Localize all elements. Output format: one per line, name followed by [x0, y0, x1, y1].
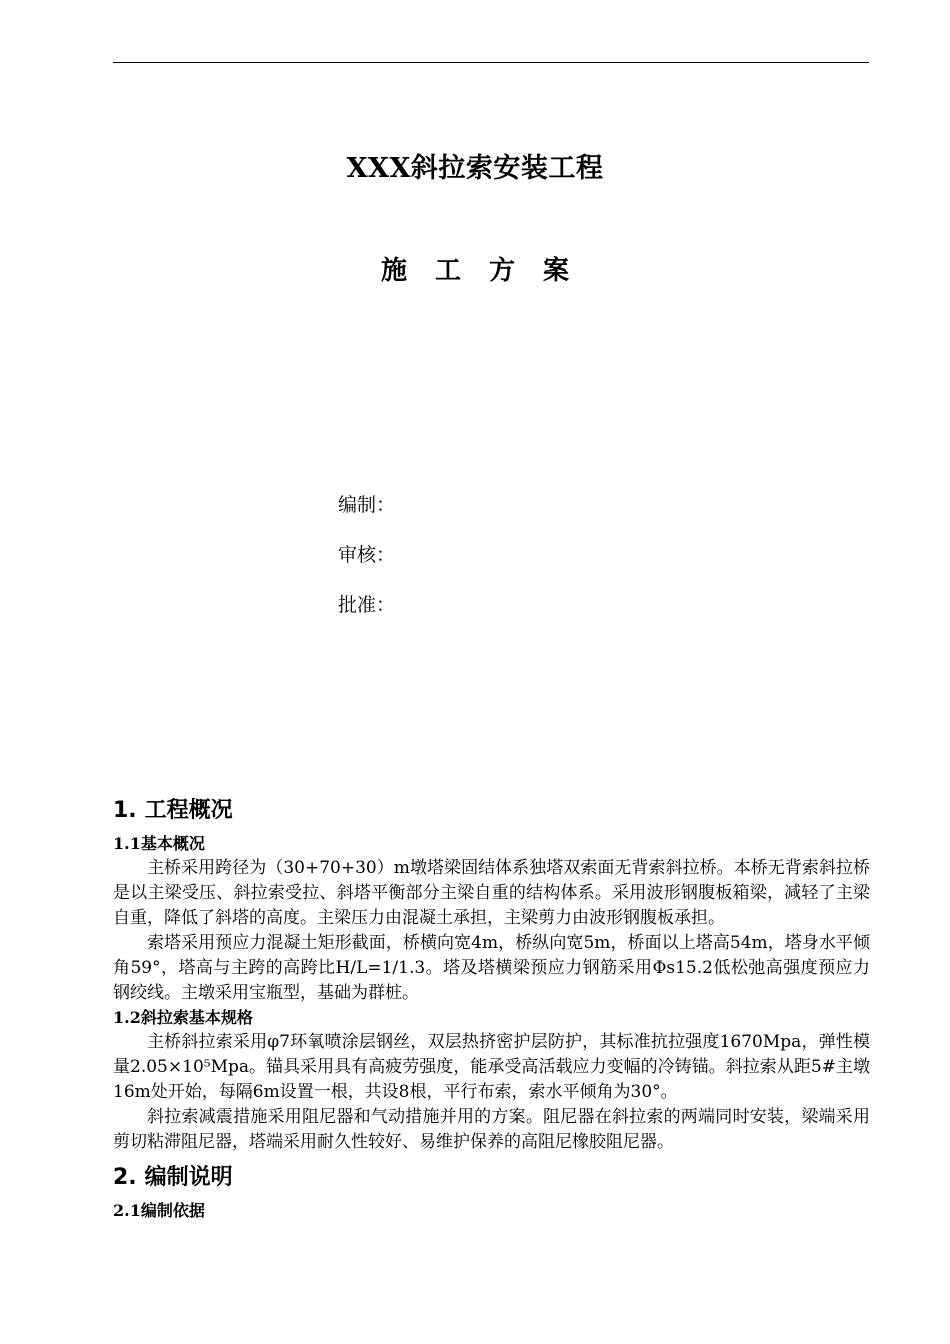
section-number: 1.: [113, 798, 137, 823]
sign-field-reviewed: 审核：: [338, 544, 396, 566]
paragraph: 索塔采用预应力混凝土矩形截面，桥横向宽4m，桥纵向宽5m，桥面以上塔高54m，塔身水平倾角59°，塔高与主跨的高跨比H/L=1/1.3。塔及塔横梁预应力钢筋采用Φs15.2低松弛高强度预应力钢绞线。主墩采用宝瓶型，基础为群桩。: [113, 933, 870, 1003]
sign-field-compiled: 编制：: [338, 494, 396, 516]
subsection-heading: 1.1基本概况: [113, 834, 205, 853]
sign-field-approved: 批准：: [338, 594, 396, 616]
header-rule: [113, 62, 869, 63]
section-title: 工程概况: [144, 798, 233, 823]
section-heading: [113, 794, 870, 828]
section-title: 编制说明: [144, 1165, 233, 1190]
document-subtitle: 施工方案: [380, 256, 597, 286]
paragraph: 主桥采用跨径为（30+70+30）m墩塔梁固结体系独塔双索面无背索斜拉桥。本桥无背索斜拉桥是以主梁受压、斜拉索受拉、斜塔平衡部分主梁自重的结构体系。采用波形钢腹板箱梁，减轻了主梁自重，降低了斜塔的高度。主梁压力由混凝土承担，主梁剪力由波形钢腹板承担。: [113, 858, 870, 928]
subsection-heading: 1.2斜拉索基本规格: [113, 1008, 253, 1027]
document-title: XXX斜拉索安装工程: [346, 153, 604, 184]
section-number: 2.: [113, 1165, 137, 1190]
paragraph: 斜拉索减震措施采用阻尼器和气动措施并用的方案。阻尼器在斜拉索的两端同时安装，梁端采用剪切粘滞阻尼器，塔端采用耐久性较好、易维护保养的高阻尼橡胶阻尼器。: [113, 1107, 870, 1152]
section-heading: [113, 1161, 870, 1195]
paragraph: 主桥斜拉索采用φ7环氧喷涂层钢丝，双层热挤密护层防护，其标准抗拉强度1670Mpa，弹性模量2.05×10⁵Mpa。锚具采用具有高疲劳强度，能承受高活载应力变幅的冷铸锚。斜拉索从距5#主墩16m处开始，每隔6m设置一根，共设8根，平行布索，索水平倾角为30°。: [113, 1032, 870, 1102]
document-body: [113, 794, 870, 1223]
subsection-heading: 2.1编制依据: [113, 1201, 205, 1220]
